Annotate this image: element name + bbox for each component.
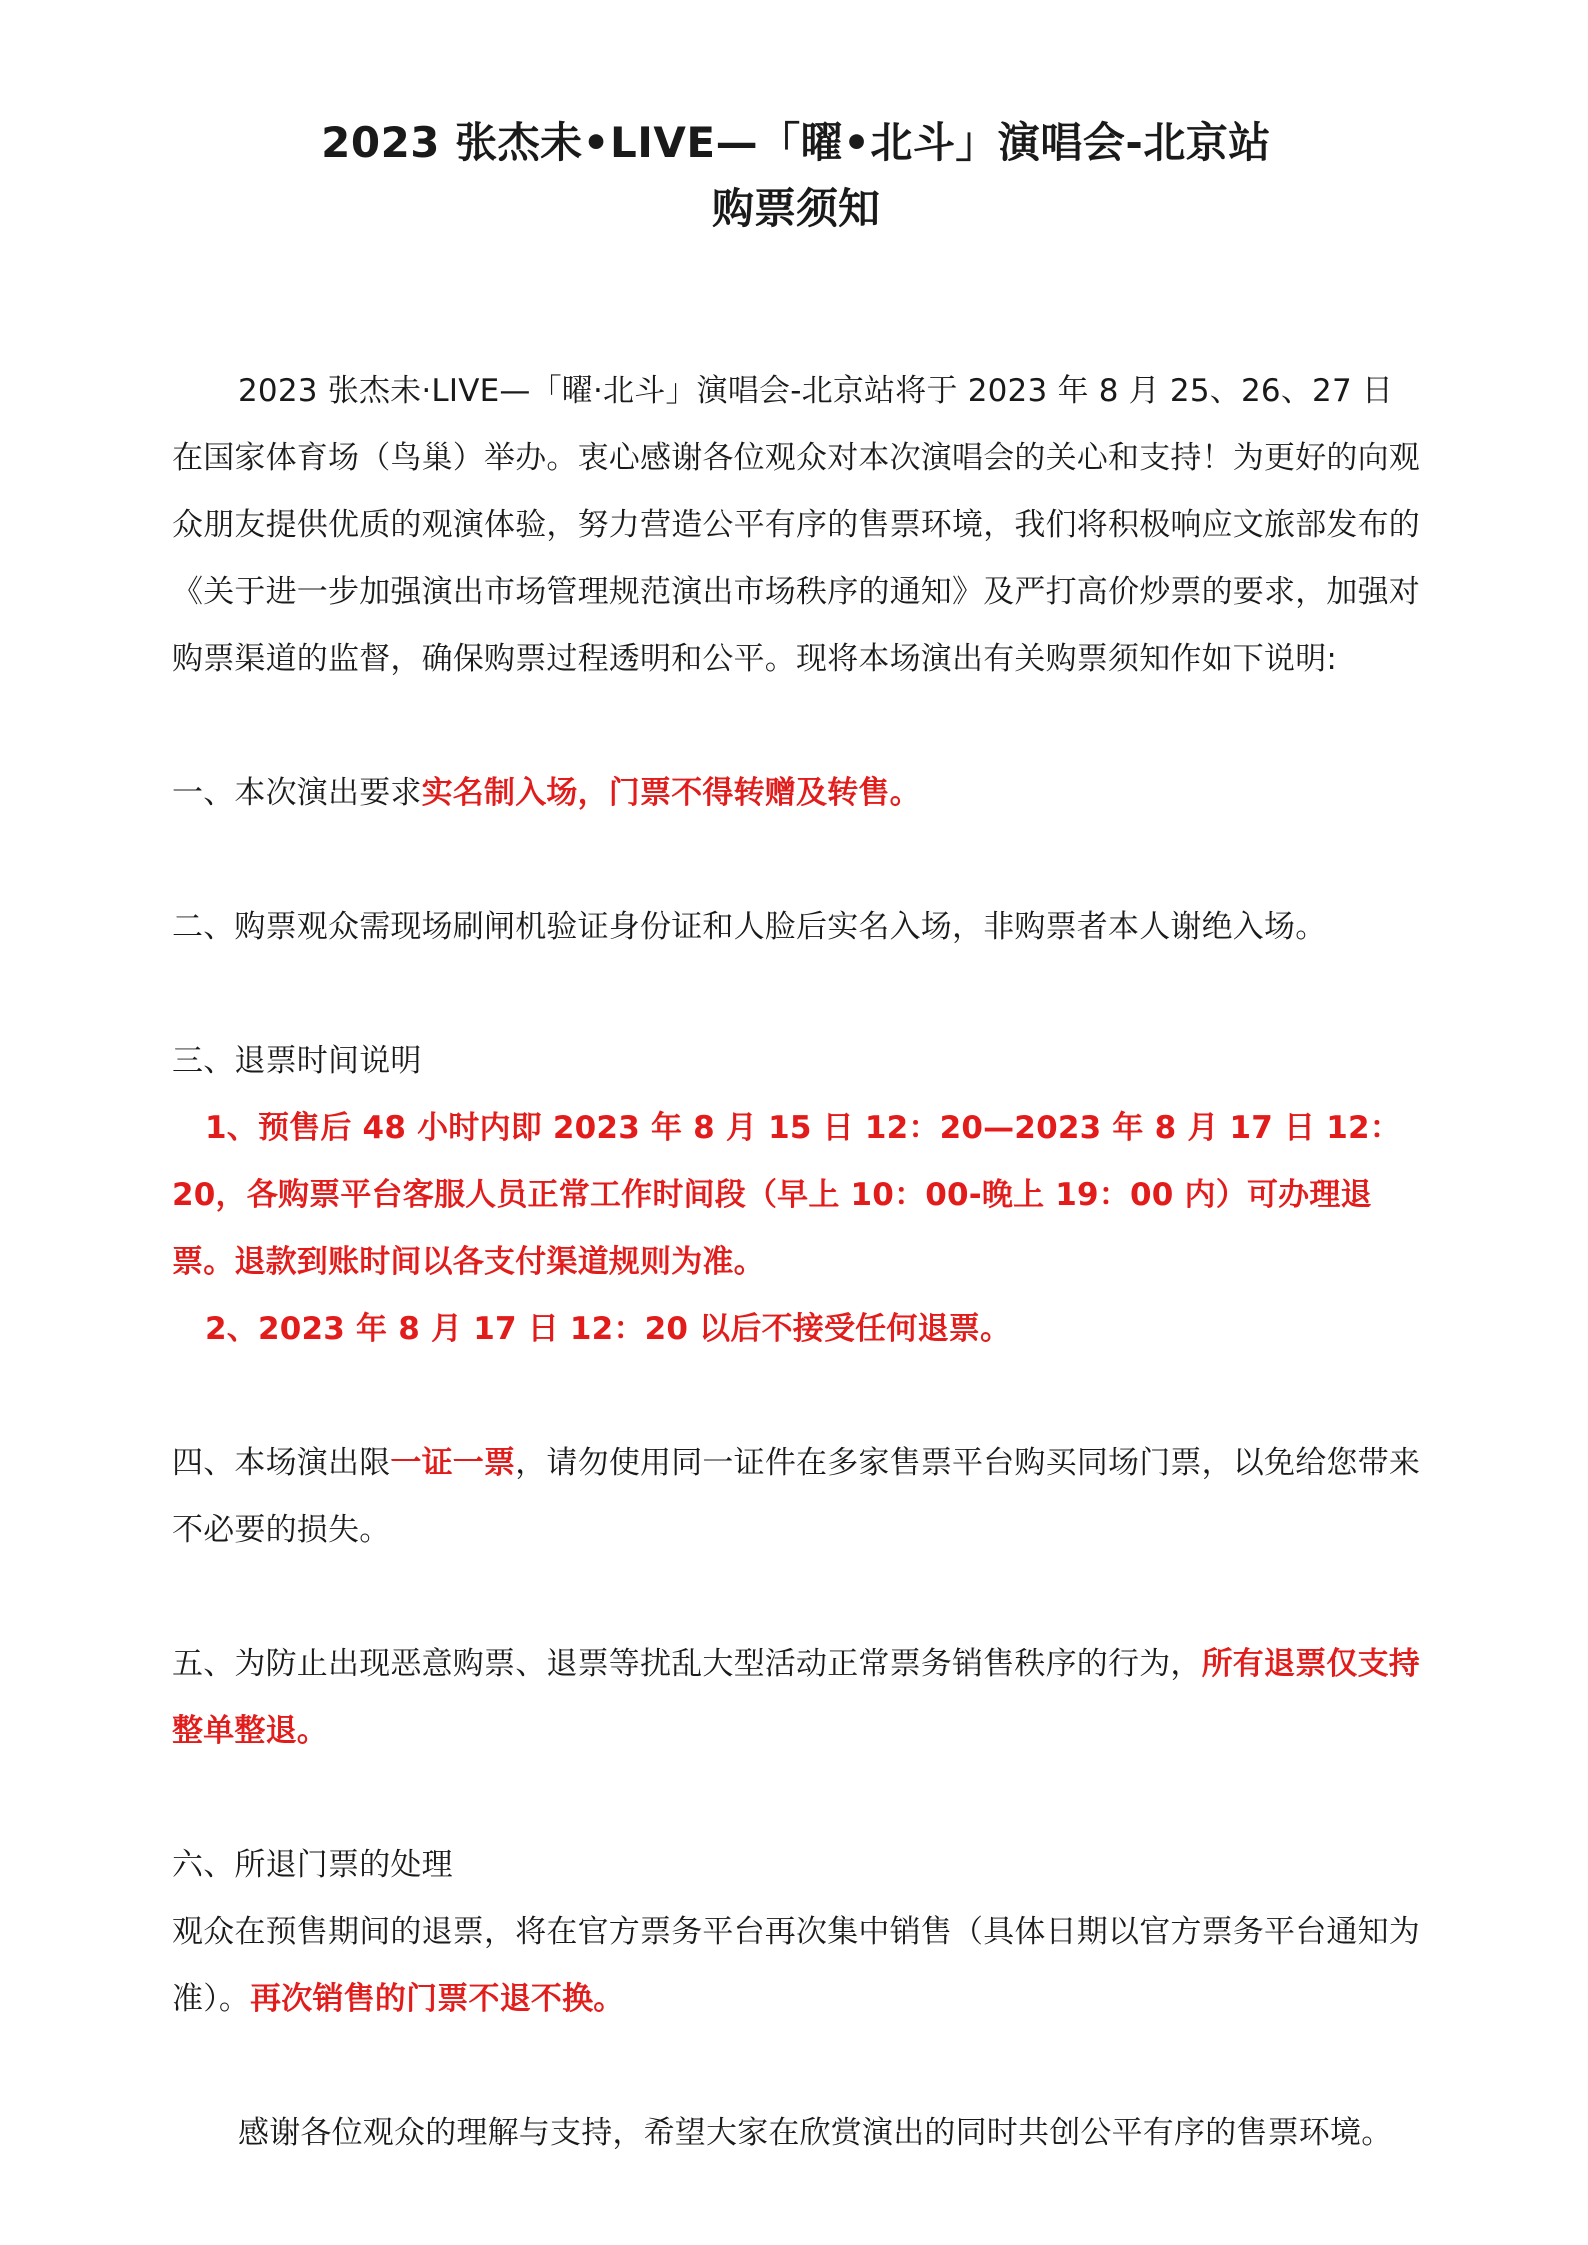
section-4-text-suffix: ，请勿使用同一证件在多家售票平台购买同场门票，以免给您带来不必要的损失。: [172, 1445, 1421, 1548]
section-3-item-2: 2、2023 年 8 月 17 日 12：20 以后不接受任何退票。: [205, 1311, 1012, 1347]
section-1-text: 一、本次演出要求: [172, 775, 422, 811]
section-1: [172, 760, 1420, 827]
section-6-heading: 六、所退门票的处理: [172, 1847, 453, 1883]
section-1-highlight: 实名制入场，门票不得转赠及转售。: [421, 775, 921, 811]
section-4-highlight: 一证一票: [390, 1445, 516, 1481]
section-5: [172, 1631, 1420, 1765]
section-2: 二、购票观众需现场刷闸机验证身份证和人脸后实名入场，非购票者本人谢绝入场。: [172, 909, 1327, 945]
title-block: [172, 0, 1420, 242]
section-6-highlight: 再次销售的门票不退不换。: [250, 1981, 625, 2017]
section-5-highlight: 所有退票仅支持整单整退。: [172, 1646, 1421, 1749]
section-4: [172, 1430, 1420, 1564]
section-4-text: 四、本场演出限: [172, 1445, 391, 1481]
document-title: 2023 张杰未•LIVE—「曜•北斗」演唱会-北京站: [321, 118, 1271, 167]
section-5-text: 五、为防止出现恶意购票、退票等扰乱大型活动正常票务销售秩序的行为，: [172, 1646, 1202, 1682]
section-6-text: 观众在预售期间的退票，将在官方票务平台再次集中销售（具体日期以官方票务平台通知为准）。: [172, 1914, 1420, 2017]
closing-paragraph: 感谢各位观众的理解与支持，希望大家在欣赏演出的同时共创公平有序的售票环境。: [238, 2115, 1393, 2151]
section-6: [172, 1899, 1420, 2033]
document-subtitle: 购票须知: [711, 184, 880, 233]
section-3-item-1: 1、预售后 48 小时内即 2023 年 8 月 15 日 12：20—2023 年 8 月 17 日 12：20，各购票平台客服人员正常工作时间段（早上 10：00-晚上 19：00 内）可办理退票。退款到账时间以各支付渠道规则为准。: [172, 1110, 1401, 1280]
section-3-heading: 三、退票时间说明: [172, 1043, 422, 1079]
intro-paragraph: 2023 张杰未·LIVE—「曜·北斗」演唱会-北京站将于 2023 年 8 月 25、26、27 日在国家体育场（鸟巢）举办。衷心感谢各位观众对本次演唱会的关心和支持！为更好的向观众朋友提供优质的观演体验，努力营造公平有序的售票环境，我们将积极响应文旅部发布的《关于进一步加强演出市场管理规范演出市场秩序的通知》及严打高价炒票的要求，加强对购票渠道的监督，确保购票过程透明和公平。现将本场演出有关购票须知作如下说明:: [172, 373, 1420, 677]
